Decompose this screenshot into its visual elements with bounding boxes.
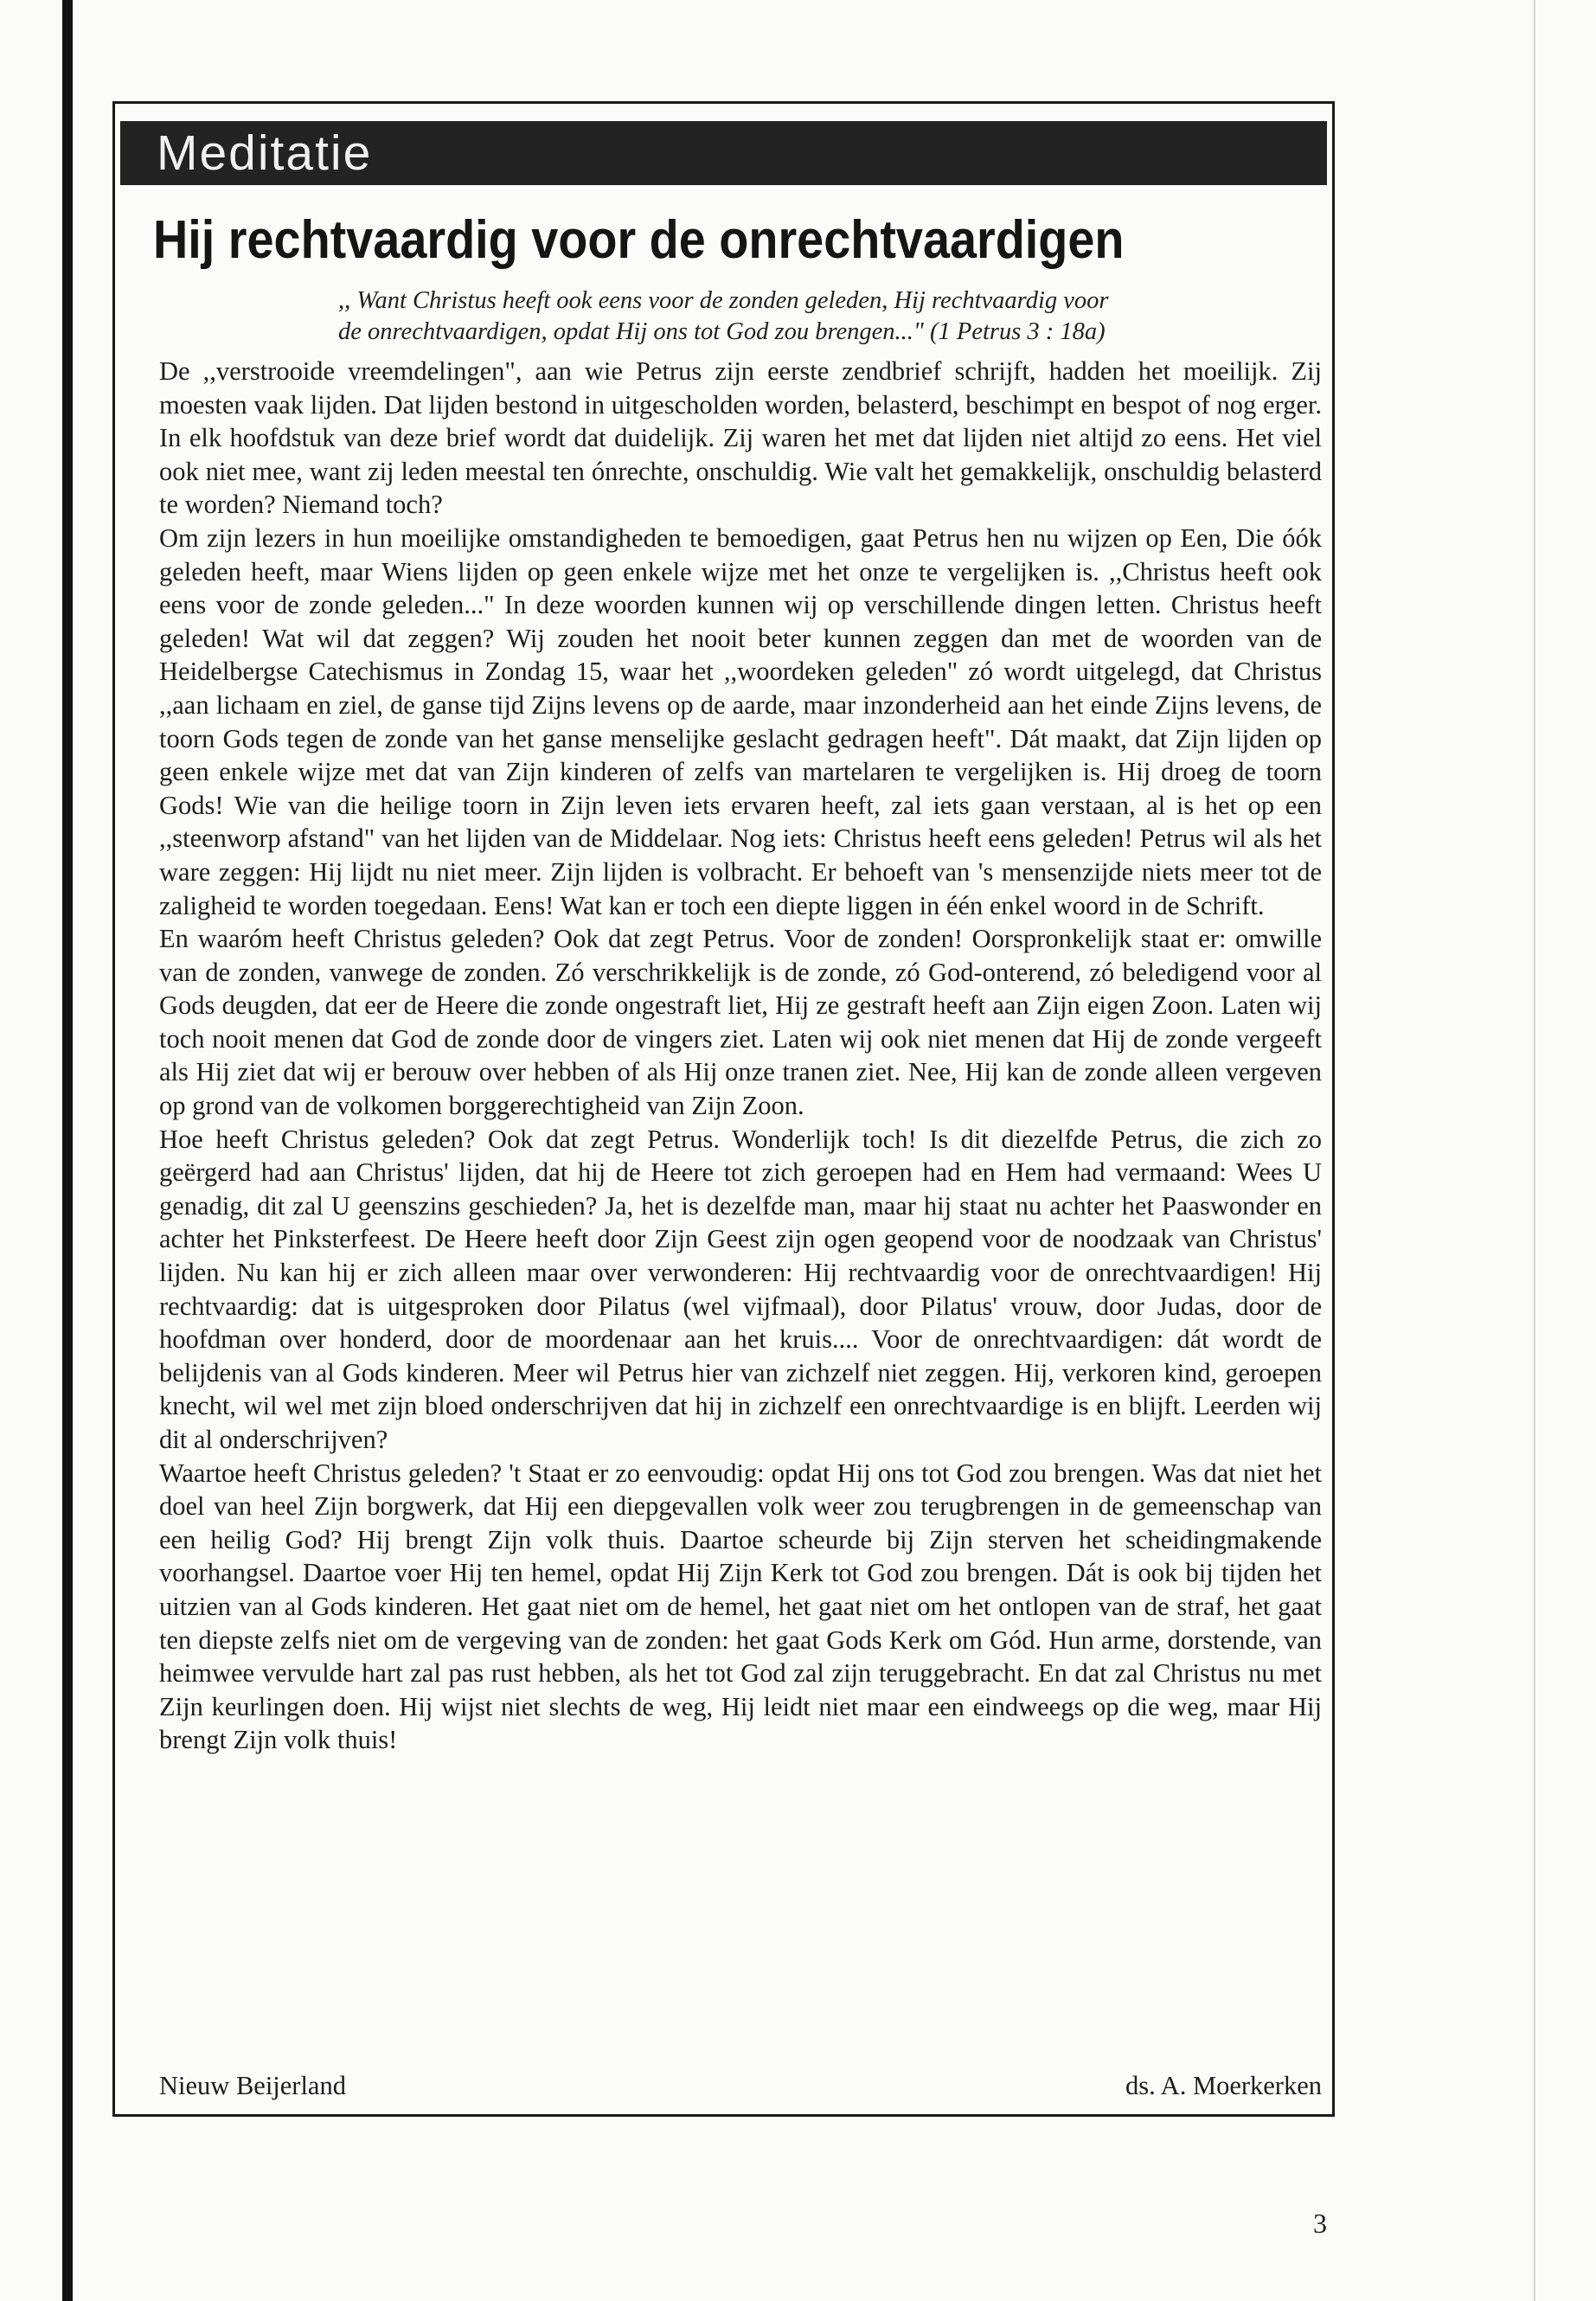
- section-banner: [120, 121, 1327, 185]
- paragraph: En waaróm heeft Christus geleden? Ook dat zegt Petrus. Voor de zonden! Oorspronkelijk staat er: omwille van de zonden, vanwege de zonden. Zó verschrikkelijk is de zonde, zó God-onterend, zó beledigend voor al Gods deugden, dat eer de Heere die zonde ongestraft liet, Hij ze gestraft heeft aan Zijn eigen Zoon. Laten wij toch nooit menen dat God de zonde door de vingers ziet. Laten wij ook niet menen dat Hij de zonde vergeeft als Hij ziet dat wij er berouw over hebben of als Hij onze tranen ziet. Nee, Hij kan de zonde alleen vergeven op grond van de volkomen borggerechtigheid van Zijn Zoon.: [159, 924, 1322, 1121]
- signature-place: Nieuw Beijerland: [159, 2071, 346, 2100]
- article-frame: [112, 101, 1335, 2117]
- paragraph: Waartoe heeft Christus geleden? 't Staat er zo eenvoudig: opdat Hij ons tot God zou brengen. Was dat niet het doel van heel Zijn borgwerk, dat Hij een diepgevallen volk weer zou terugbrengen in de gemeenschap van een heilig God? Hij brengt Zijn volk thuis. Daartoe scheurde bij Zijn sterven het scheidingmakende voorhangsel. Daartoe voer Hij ten hemel, opdat Hij Zijn Kerk tot God zou brengen. Dát is ook bij tijden het uitzien van al Gods kinderen. Het gaat niet om de hemel, het gaat niet om het ontlopen van de straf, het gaat ten diepste zelfs niet om de vergeving van de zonden: het gaat Gods Kerk om Gód. Hun arme, dorstende, van heimwee vervulde hart zal pas rust hebben, als het tot God zal zijn teruggebracht. En dat zal Christus nu met Zijn keurlingen doen. Hij wijst niet slechts de weg, Hij leidt niet maar een eindweegs op die weg, maar Hij brengt Zijn volk thuis!: [159, 1458, 1322, 1755]
- paragraph: Om zijn lezers in hun moeilijke omstandigheden te bemoedigen, gaat Petrus hen nu wijzen op Een, Die óók geleden heeft, maar Wiens lijden op geen enkele wijze met het onze te vergelijken is. ,,Christus heeft ook eens voor de zonde geleden..." In deze woorden kunnen wij op verschillende dingen letten. Christus heeft geleden! Wat wil dat zeggen? Wij zouden het nooit beter kunnen zeggen dan met de woorden van de Heidelbergse Catechismus in Zondag 15, waar het ,,woordeken geleden" zó wordt uitgelegd, dat Christus ,,aan lichaam en ziel, de ganse tijd Zijns levens op de aarde, maar inzonderheid aan het einde Zijns levens, de toorn Gods tegen de zonde van het ganse menselijke geslacht gedragen heeft". Dát maakt, dat Zijn lijden op geen enkele wijze met dat van Zijn kinderen of zelfs van martelaren te vergelijken is. Hij droeg de toorn Gods! Wie van die heilige toorn in Zijn leven iets ervaren heeft, zal iets gaan verstaan, al is het op een ,,steenworp afstand" van het lijden van de Middelaar. Nog iets: Christus heeft eens geleden! Petrus wil als het ware zeggen: Hij lijdt nu niet meer. Zijn lijden is volbracht. Er behoeft van 's mensenzijde niets meer tot de zaligheid te worden toegedaan. Eens! Wat kan er toch een diepte liggen in één enkel woord in de Schrift.: [159, 522, 1322, 920]
- scan-edge-right: [1534, 0, 1535, 2301]
- paragraph: De ,,verstrooide vreemdelingen", aan wie Petrus zijn eerste zendbrief schrijft, hadden het moeilijk. Zij moesten vaak lijden. Dat lijden bestond in uitgescholden worden, belasterd, beschimpt en bespot of nog erger. In elk hoofdstuk van deze brief wordt dat duidelijk. Zij waren het met dat lijden niet altijd zo eens. Het viel ook niet mee, want zij leden meestal ten ónrechte, onschuldig. Wie valt het gemakkelijk, onschuldig belasterd te worden? Niemand toch?: [159, 356, 1322, 520]
- article-body: [159, 355, 1322, 1757]
- quote-line: de onrechtvaardigen, opdat Hij ons tot God zou brengen..." (1 Petrus 3 : 18a): [338, 318, 1106, 345]
- section-title: Meditatie: [157, 125, 373, 181]
- paragraph: Hoe heeft Christus geleden? Ook dat zegt Petrus. Wonderlijk toch! Is dit diezelfde Petrus, die zich zo geërgerd had aan Christus' lijden, dat hij de Heere tot zich geroepen had en Hem had vermaand: Wees U genadig, dit zal U geenszins geschieden? Ja, het is dezelfde man, maar hij staat nu achter het Paaswonder en achter het Pinksterfeest. De Heere heeft door Zijn Geest zijn ogen geopend voor de noodzaak van Christus' lijden. Nu kan hij er zich alleen maar over verwonderen: Hij rechtvaardig voor de onrechtvaardigen! Hij rechtvaardig: dat is uitgesproken door Pilatus (wel vijfmaal), door Pilatus' vrouw, door Judas, door de hoofdman over honderd, door de moordenaar aan het kruis.... Voor de onrechtvaardigen: dát wordt de belijdenis van al Gods kinderen. Meer wil Petrus hier van zichzelf niet zeggen. Hij, verkoren kind, geroepen knecht, wil wel met zijn bloed onderschrijven dat hij in zichzelf een onrechtvaardige is en blijft. Leerden wij dit al onderschrijven?: [159, 1124, 1322, 1454]
- scan-edge-left: [62, 0, 73, 2301]
- quote-line: ,, Want Christus heeft ook eens voor de zonden geleden, Hij rechtvaardig voor: [338, 287, 1109, 314]
- signature-author: ds. A. Moerkerken: [1125, 2071, 1322, 2100]
- page-number: 3: [1313, 2208, 1327, 2239]
- scripture-quote: [338, 285, 1316, 348]
- article-headline: Hij rechtvaardig voor de onrechtvaardigen: [153, 210, 1125, 270]
